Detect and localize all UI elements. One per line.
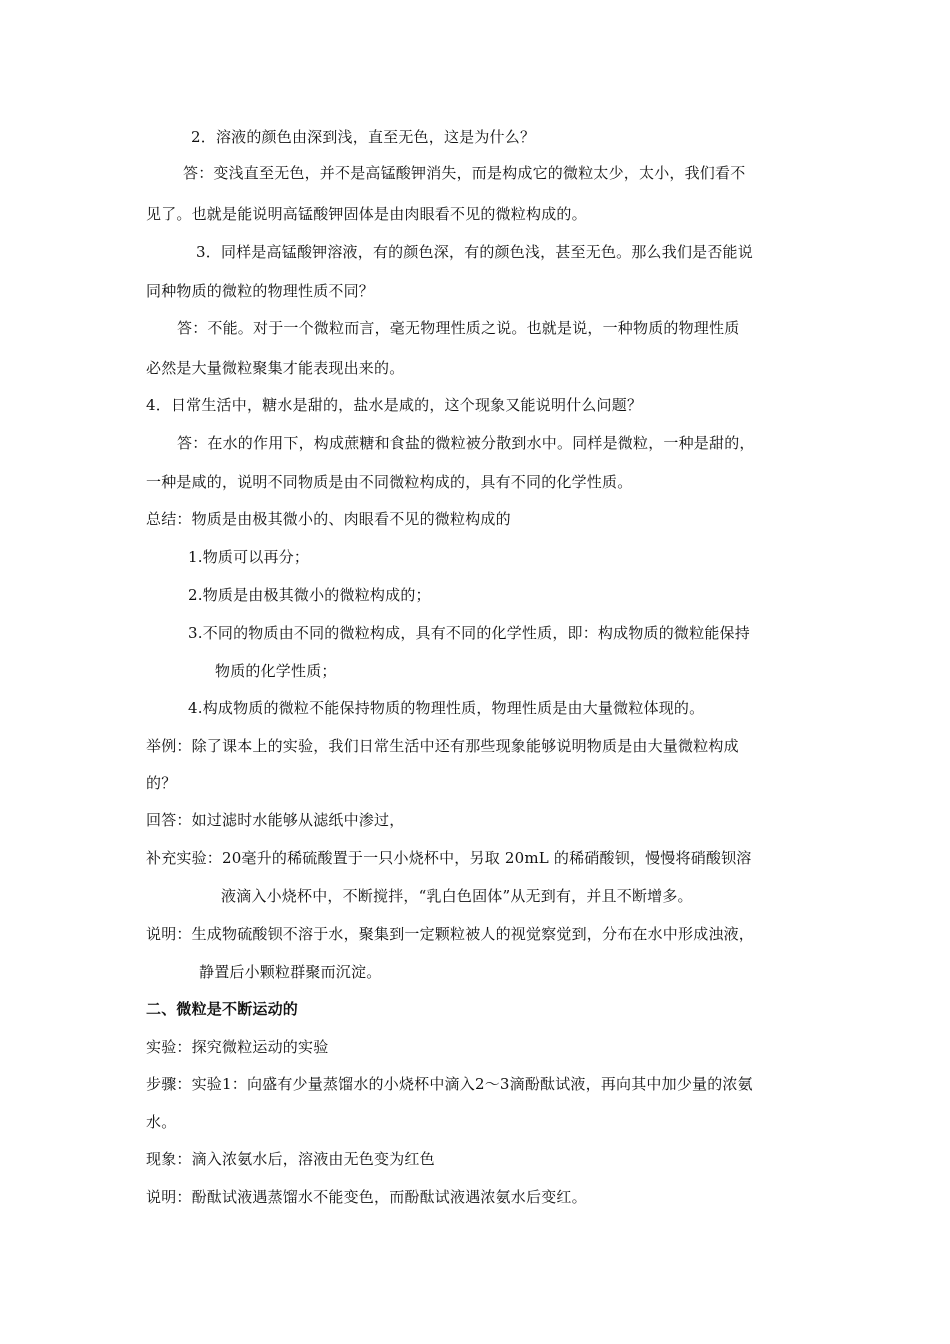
- example-line-2: 的？: [146, 774, 177, 792]
- question-3-line-2: 同种物质的微粒的物理性质不同？: [146, 282, 375, 300]
- section-heading-2: 二、微粒是不断运动的: [146, 1000, 299, 1018]
- phenomenon-line: 现象：滴入浓氨水后，溶液由无色变为红色: [146, 1150, 435, 1168]
- reply-line: 回答：如过滤时水能够从滤纸中渗过，: [146, 811, 405, 829]
- question-4: 4．日常生活中，糖水是甜的，盐水是咸的，这个现象又能说明什么问题？: [146, 396, 643, 414]
- answer-4-line-2: 一种是咸的，说明不同物质是由不同微粒构成的，具有不同的化学性质。: [146, 473, 633, 491]
- summary-item-2: 2.物质是由极其微小的微粒构成的；: [188, 586, 431, 604]
- explanation-line-1: 说明：生成物硫酸钡不溶于水，聚集到一定颗粒被人的视觉察觉到，分布在水中形成浊液，: [146, 925, 755, 943]
- example-line-1: 举例：除了课本上的实验，我们日常生活中还有那些现象能够说明物质是由大量微粒构成: [146, 737, 739, 755]
- answer-3-line-2: 必然是大量微粒聚集才能表现出来的。: [146, 359, 405, 377]
- supplement-line-2: 液滴入小烧杯中，不断搅拌，“乳白色固体”从无到有，并且不断增多。: [221, 887, 693, 905]
- summary-item-4: 4.构成物质的微粒不能保持物质的物理性质，物理性质是由大量微粒体现的。: [188, 699, 705, 717]
- experiment-line: 实验：探究微粒运动的实验: [146, 1038, 329, 1056]
- answer-4-line-1: 答：在水的作用下，构成蔗糖和食盐的微粒被分散到水中。同样是微粒，一种是甜的，: [177, 434, 755, 452]
- summary-item-3-line-1: 3.不同的物质由不同的微粒构成，具有不同的化学性质，即：构成物质的微粒能保持: [188, 624, 750, 642]
- question-3-line-1: 3．同样是高锰酸钾溶液，有的颜色深，有的颜色浅，甚至无色。那么我们是否能说: [196, 243, 753, 261]
- answer-2-line-2: 见了。也就是能说明高锰酸钾固体是由肉眼看不见的微粒构成的。: [146, 205, 587, 223]
- steps-line-2: 水。: [146, 1113, 177, 1131]
- explanation-line-2: 静置后小颗粒群聚而沉淀。: [199, 963, 382, 981]
- answer-3-line-1: 答：不能。对于一个微粒而言，毫无物理性质之说。也就是说，一种物质的物理性质: [177, 319, 740, 337]
- summary-item-1: 1.物质可以再分；: [188, 548, 310, 566]
- supplement-line-1: 补充实验：20毫升的稀硫酸置于一只小烧杯中，另取 20mL 的稀硝酸钡，慢慢将硝酸钡溶: [146, 849, 752, 867]
- summary-item-3-line-2: 物质的化学性质；: [215, 662, 337, 680]
- answer-2-line-1: 答：变浅直至无色，并不是高锰酸钾消失，而是构成它的微粒太少，太小，我们看不: [183, 164, 746, 182]
- summary-heading: 总结：物质是由极其微小的、肉眼看不见的微粒构成的: [146, 510, 511, 528]
- explanation-2-line: 说明：酚酞试液遇蒸馏水不能变色，而酚酞试液遇浓氨水后变红。: [146, 1188, 587, 1206]
- question-2: 2．溶液的颜色由深到浅，直至无色，这是为什么？: [191, 128, 536, 146]
- steps-line-1: 步骤：实验1：向盛有少量蒸馏水的小烧杯中滴入2～3滴酚酞试液，再向其中加少量的浓氨: [146, 1075, 753, 1093]
